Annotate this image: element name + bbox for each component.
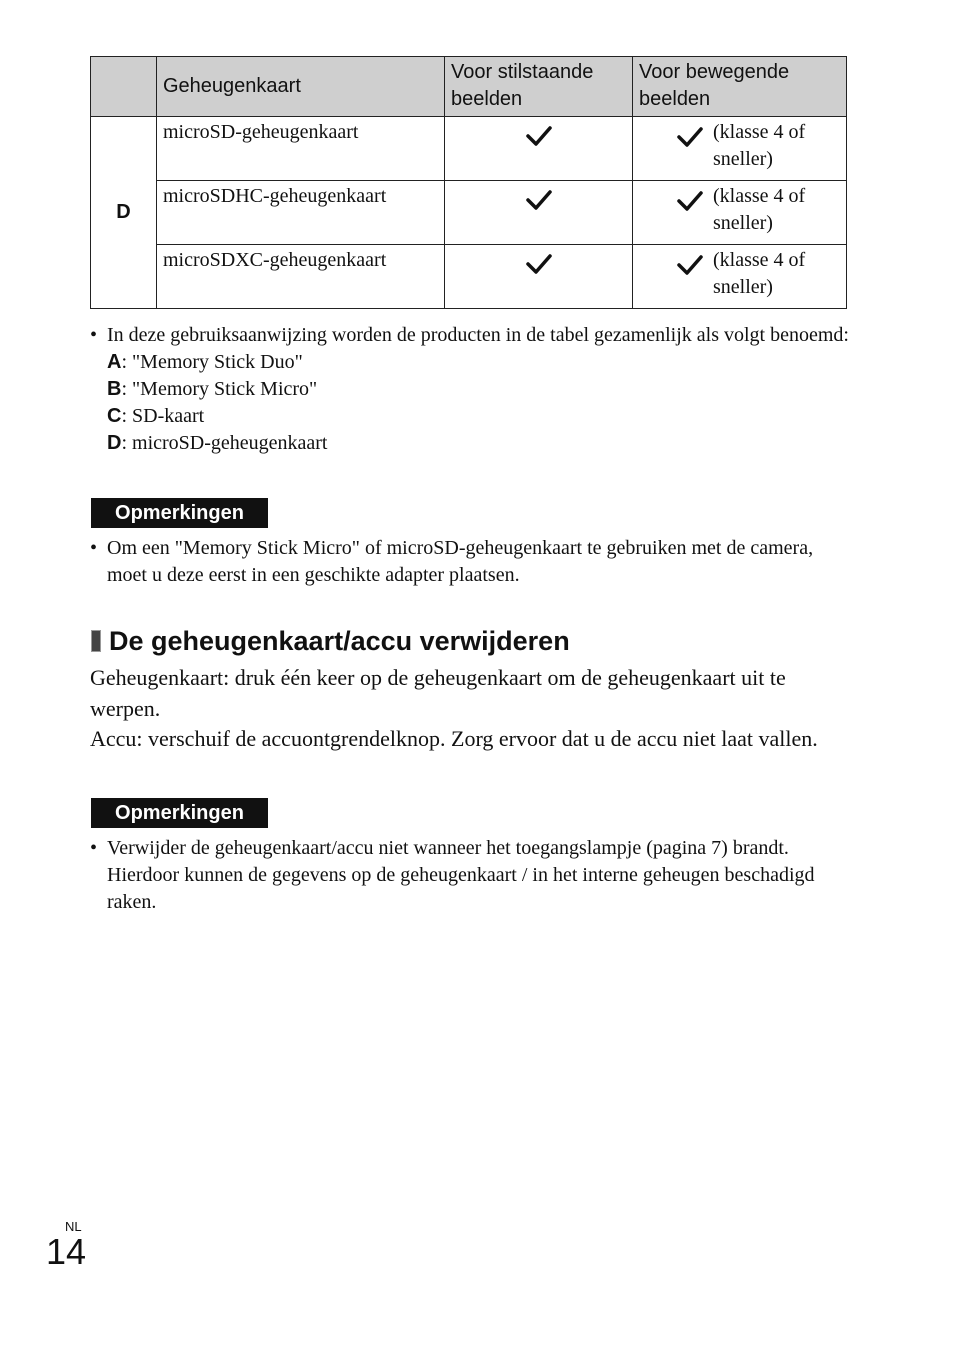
memory-card-compatibility-table — [90, 56, 847, 309]
still-support-cell — [445, 117, 633, 181]
checkmark-icon — [526, 189, 552, 211]
table-header-row — [91, 57, 847, 117]
definition-d: D: microSD-geheugenkaart — [107, 432, 328, 454]
table-row — [91, 245, 847, 309]
notes-heading: Opmerkingen — [91, 498, 268, 528]
battery-instruction: Accu: verschuif de accuontgrendelknop. Zorg ervoor dat u de accu niet laat vallen. — [90, 726, 818, 751]
header-movies: Voor bewegende beelden — [633, 57, 847, 117]
bullet-mark: • — [90, 537, 98, 559]
header-group — [91, 57, 157, 117]
checkmark-icon — [677, 190, 703, 212]
note-text: Verwijder de geheugenkaart/accu niet wanneer het toegangslampje (pagina 7) brandt. Hierdoor kunnen de gegevens op de geheugenkaart / in het interne geheugen beschadigd raken. — [107, 837, 815, 913]
movie-support-cell — [633, 181, 847, 245]
card-name: microSDXC-geheugenkaart — [157, 245, 445, 309]
movie-support-cell — [633, 117, 847, 181]
class-requirement-note: (klasse 4 of sneller) — [713, 185, 806, 234]
header-card-type: Geheugenkaart — [157, 57, 445, 117]
note-text: Om een "Memory Stick Micro" of microSD-geheugenkaart te gebruiken met de camera, moet u deze eerst in een geschikte adapter plaatsen. — [107, 537, 814, 586]
notes-heading: Opmerkingen — [91, 798, 268, 828]
header-still-images: Voor stilstaande beelden — [445, 57, 633, 117]
still-support-cell — [445, 181, 633, 245]
card-name: microSD-geheugenkaart — [157, 117, 445, 181]
section-title: De geheugenkaart/accu verwijderen — [91, 624, 570, 658]
note-item — [90, 835, 850, 916]
group-label: D — [91, 117, 157, 309]
section-marker-icon — [91, 630, 101, 652]
memory-card-instruction: Geheugenkaart: druk één keer op de geheugenkaart om de geheugenkaart uit te werpen. — [90, 665, 786, 721]
naming-note — [90, 322, 850, 457]
bullet-mark: • — [90, 837, 98, 859]
naming-intro: In deze gebruiksaanwijzing worden de producten in de tabel gezamenlijk als volgt benoemd: — [107, 324, 849, 346]
class-requirement-note: (klasse 4 of sneller) — [713, 121, 806, 170]
language-code: NL — [65, 1219, 82, 1234]
definition-c: C: SD-kaart — [107, 405, 205, 427]
bullet-mark: • — [90, 324, 98, 346]
checkmark-icon — [526, 253, 552, 275]
note-item — [90, 535, 850, 589]
definition-b: B: "Memory Stick Micro" — [107, 378, 318, 400]
checkmark-icon — [677, 254, 703, 276]
still-support-cell — [445, 245, 633, 309]
movie-support-cell — [633, 245, 847, 309]
page-number: 14 — [46, 1231, 87, 1272]
checkmark-icon — [526, 125, 552, 147]
checkmark-icon — [677, 126, 703, 148]
table-row — [91, 181, 847, 245]
card-name: microSDHC-geheugenkaart — [157, 181, 445, 245]
table-row — [91, 117, 847, 181]
definition-a: A: "Memory Stick Duo" — [107, 351, 303, 373]
class-requirement-note: (klasse 4 of sneller) — [713, 249, 806, 298]
